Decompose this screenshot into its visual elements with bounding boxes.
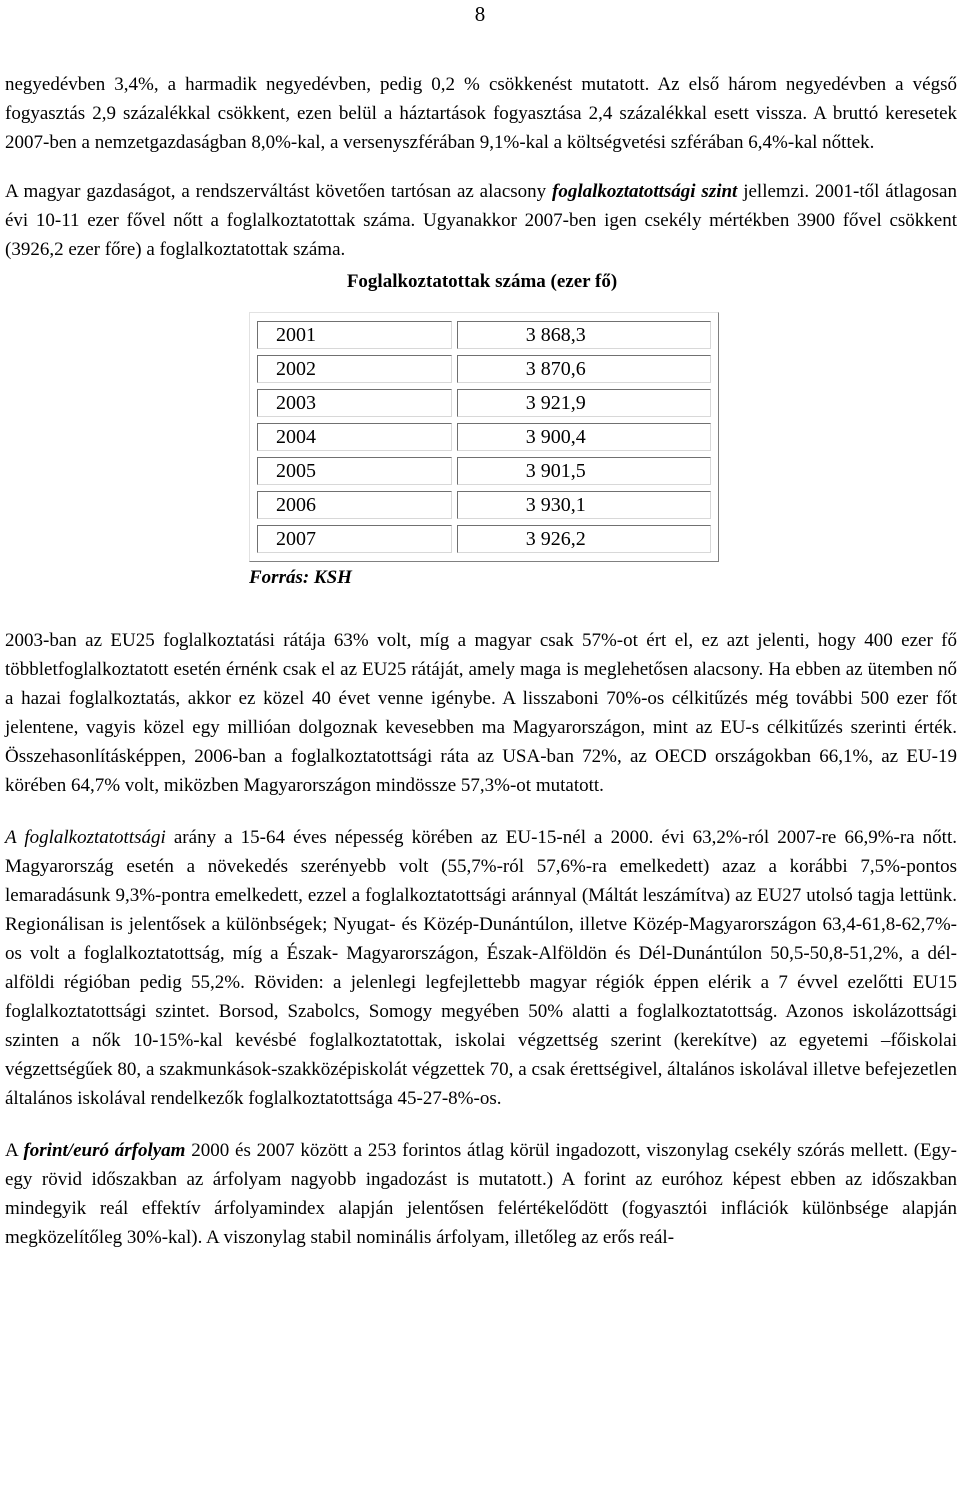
year-cell: 2001 [257, 321, 452, 349]
page-number: 8 [474, 2, 486, 26]
year-cell: 2003 [257, 389, 452, 417]
paragraph-spacer [5, 157, 957, 177]
paragraph-eu-comparison: 2003-ban az EU25 foglalkoztatási rátája 63% volt, míg a magyar csak 57%-ot ért el, ez azt jelenti, hogy 400 ezer fő többletfoglalkoztatott esetén érnénk csak el az EU25 rátáját, amely maga is meglehetősen alacsony. Ha ebben az ütemben nő a hazai foglalkoztatás, akkor ez közel 40 évet venne igénybe. A lisszaboni 70%-os célkitűzés még további 500 ezer főt jelentene, vagyis közel egy millióan dolgoznak kevesebben ma Magyarországon, mint az EU-s célkitűzés szerinti érték. Összehasonlításképpen, 2006-ban a foglalkoztatottsági ráta az USA-ban 72%, az OECD országokban 66,1%, az EU-19 körében 64,7% volt, miközben Magyarországon mindössze 57,3%-ot mutatott. [5, 630, 957, 796]
paragraph-text: A magyar gazdaságot, a rendszerváltást követően tartósan az alacsony [5, 181, 552, 202]
table-title: Foglalkoztatottak száma (ezer fő) [346, 271, 618, 292]
paragraph-spacer [5, 800, 957, 823]
paragraph-text: A [5, 1140, 24, 1161]
emphasis-employment-rate: A foglalkoztatottsági [5, 827, 166, 848]
year-cell: 2007 [257, 525, 452, 553]
paragraph-spacer [5, 1113, 957, 1136]
paragraph-consumption: negyedévben 3,4%, a harmadik negyedévben, pedig 0,2 % csökkenést mutatott. Az első három negyedévben a végső fogyasztás 2,9 százalékkal csökkent, ezen belül a háztartások fogyasztása 2,4 százalékkal esett vissza. A bruttó keresetek 2007-ben a nemzetgazdaságban 8,0%-kal, a versenyszférában 9,1%-kal a költségvetési szférában 6,4%-kal nőttek. [5, 74, 957, 153]
value-cell: 3 926,2 [457, 525, 711, 553]
emphasis-employment-level: foglalkoztatottsági szint [552, 181, 738, 202]
paragraph-employment-level [5, 177, 957, 264]
value-cell: 3 921,9 [457, 389, 711, 417]
value-cell: 3 868,3 [457, 321, 711, 349]
table-row [257, 423, 711, 451]
table-row [257, 389, 711, 417]
paragraph-exchange-rate [5, 1136, 957, 1252]
emphasis-exchange-rate: forint/euró árfolyam [23, 1140, 186, 1161]
table-row [257, 321, 711, 349]
table-row [257, 457, 711, 485]
value-cell: 3 870,6 [457, 355, 711, 383]
paragraph-text: arány a 15-64 éves népesség körében az EU-15-nél a 2000. évi 63,2%-ról 2007-re 66,9%-ra nőtt. Magyarország esetén a növekedés szerényebb volt (55,7%-ról 57,6%-ra emelkedett) azaz a korábbi 7,5%-pontos lemaradásunk 9,3%-pontra emelkedett, ezzel a foglalkoztatottsági aránnyal (Máltát leszámítva) az EU27 utolsó tagja lettünk. Regionálisan is jelentősek a különbségek; Nyugat- és Közép-Dunántúlon, illetve Közép-Magyarországon 63,4-61,8-62,7%-os volt a foglalkoztatottság, míg a Észak- Magyarországon, Észak-Alföldön és Dél-Dunántúlon 50,5-50,8-51,2%, a dél-alföldi régióban pedig 55,2%. Röviden: a jelenlegi legfejlettebb magyar régiók éppen elérik a 7 évvel ezelőtti EU15 foglalkoztatottsági szintet. Borsod, Szabolcs, Somogy megyében 50% alatti a foglalkoztatottság. Azonos iskolázottsági szinten a nők 10-15%-kal kevésbé foglalkoztatottak, iskolai végzettség szerint (kerekítve) az egyetemi –főiskolai végzettségűek 80, a szakmunkások-szakközépiskolát végzettek 70, a csak érettségivel, általános iskolával illetve befejezetlen általános iskolával rendelkezők foglalkoztatottsága 45-27-8%-os. [5, 827, 957, 1109]
paragraph-employment-rate [5, 823, 957, 1113]
year-cell: 2006 [257, 491, 452, 519]
employment-table-body [257, 321, 711, 553]
table-row [257, 525, 711, 553]
paragraph-text: jellemzi. 2001-től átlagosan évi 10-11 ezer fővel nőtt a foglalkoztatottak száma. Ugyanakkor 2007-ben igen csekély mértékben 3900 fővel csökkent (3926,2 ezer főre) a foglalkoztatottak száma. [5, 181, 957, 260]
document-body [5, 70, 957, 1252]
paragraph-text: 2000 és 2007 között a 253 forintos átlag körül ingadozott, viszonylag csekély szórás mellett. (Egy-egy rövid időszakban az árfolyam nagyobb ingadozást is mutatott.) A forint az euróhoz képest ebben az időszakban mindegyik reál effektív árfolyamindex alapján jelentősen felértékelődött (fogyasztói inflációk különbsége alapján megközelítőleg 30%-kal). A viszonylag stabil nominális árfolyam, illetőleg az erős reál- [5, 1140, 957, 1248]
employment-table [249, 312, 719, 562]
year-cell: 2005 [257, 457, 452, 485]
value-cell: 3 901,5 [457, 457, 711, 485]
year-cell: 2002 [257, 355, 452, 383]
table-row [257, 355, 711, 383]
employment-table-container [249, 312, 719, 592]
table-source: Forrás: KSH [249, 567, 352, 588]
paragraph-spacer [5, 592, 957, 626]
table-row [257, 491, 711, 519]
value-cell: 3 930,1 [457, 491, 711, 519]
value-cell: 3 900,4 [457, 423, 711, 451]
year-cell: 2004 [257, 423, 452, 451]
